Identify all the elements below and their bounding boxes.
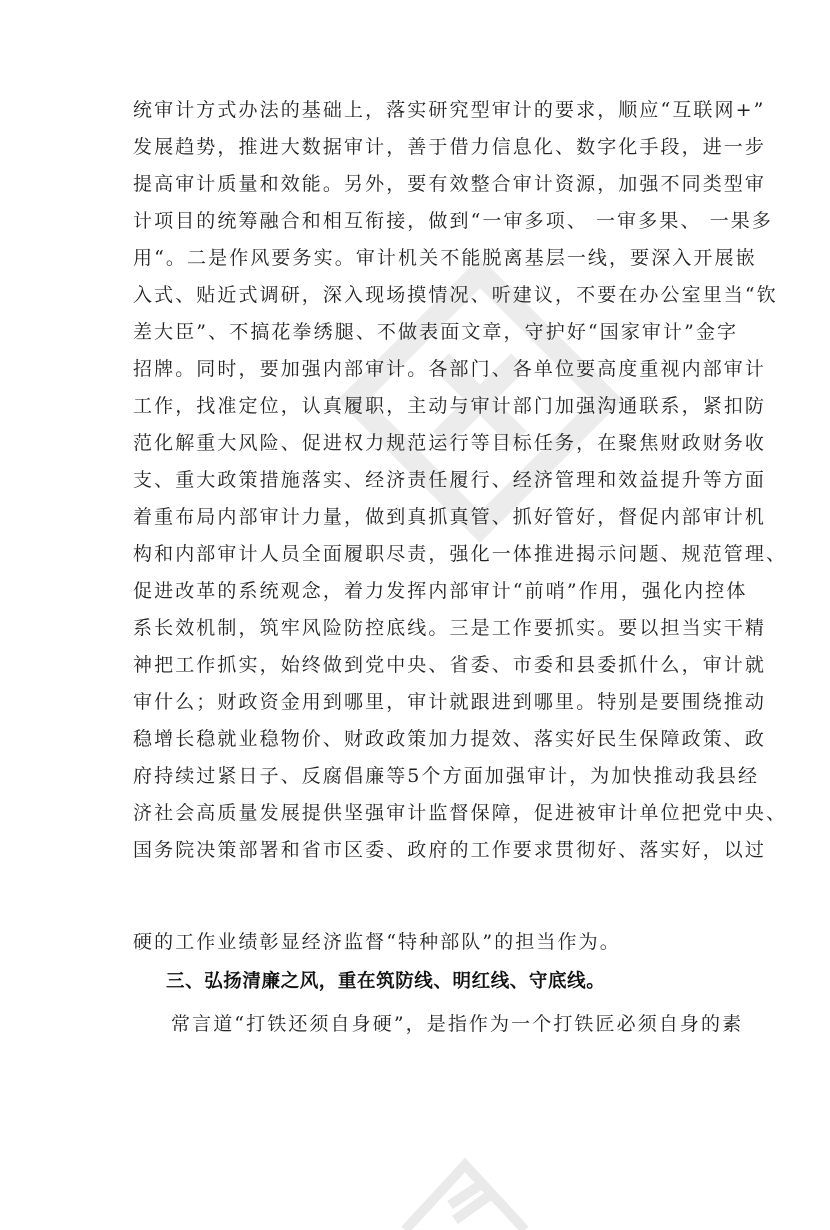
text-line: 计项目的统筹融合和相互衔接，做到“一审多项、 一审多果、 一果多	[133, 210, 773, 232]
text-line: 差大臣”、不搞花拳绣腿、不做表面文章，守护好“国家审计”金字	[133, 321, 739, 343]
text-line: 统审计方式办法的基础上，落实研究型审计的要求，顺应“互联网+”	[133, 99, 766, 121]
text-line: 促进改革的系统观念，着力发挥内部审计“前哨”作用，强化内控体	[133, 580, 748, 602]
text-line: 招牌。同时，要加强内部审计。各部门、各单位要高度重视内部审计	[133, 358, 767, 380]
text-line: 着重布局内部审计力量，做到真抓真管、抓好管好，督促内部审计机	[133, 506, 767, 528]
text-line: 济社会高质量发展提供坚强审计监督保障，促进被审计单位把党中央、	[133, 802, 788, 824]
text-line: 系长效机制，筑牢风险防控底线。三是工作要抓实。要以担当实干精	[133, 617, 767, 639]
text-line: 提高审计质量和效能。另外，要有效整合审计资源，加强不同类型审	[133, 173, 767, 195]
text-line: 入式、贴近式调研，深入现场摸情况、听建议，不要在办公室里当“钦	[133, 284, 778, 306]
text-line: 范化解重大风险、促进权力规范运行等目标任务，在聚焦财政财务收	[133, 432, 767, 454]
watermark-icon-bottom	[395, 1110, 535, 1230]
text-line: 国务院决策部署和省市区委、政府的工作要求贯彻好、落实好，以过	[133, 839, 767, 861]
text-line: 用“。二是作风要务实。审计机关不能脱离基层一线，要深入开展嵌	[133, 247, 757, 269]
text-line: 神把工作抓实，始终做到党中央、省委、市委和县委抓什么，审计就	[133, 654, 767, 676]
text-line: 工作，找准定位，认真履职，主动与审计部门加强沟通联系，紧扣防	[133, 395, 767, 417]
text-line: 构和内部审计人员全面履职尽责，强化一体推进揭示问题、规范管理、	[133, 543, 788, 565]
text-line: 常言道“打铁还须自身硬”，是指作为一个打铁匠必须自身的素	[171, 1013, 744, 1035]
text-line: 府持续过紧日子、反腐倡廉等5个方面加强审计，为加快推动我县经	[133, 765, 760, 787]
text-line: 硬的工作业绩彰显经济监督“特种部队”的担当作为。	[133, 931, 621, 953]
text-line: 审什么；财政资金用到哪里，审计就跟进到哪里。特别是要围绕推动	[133, 691, 767, 713]
text-line: 稳增长稳就业稳物价、财政政策加力提效、落实好民生保障政策、政	[133, 728, 767, 750]
text-line: 支、重大政策措施落实、经济责任履行、经济管理和效益提升等方面	[133, 469, 767, 491]
section-heading: 三、弘扬清廉之风，重在筑防线、明红线、守底线。	[166, 971, 606, 992]
text-line: 发展趋势，推进大数据审计，善于借力信息化、数字化手段，进一步	[133, 136, 767, 158]
